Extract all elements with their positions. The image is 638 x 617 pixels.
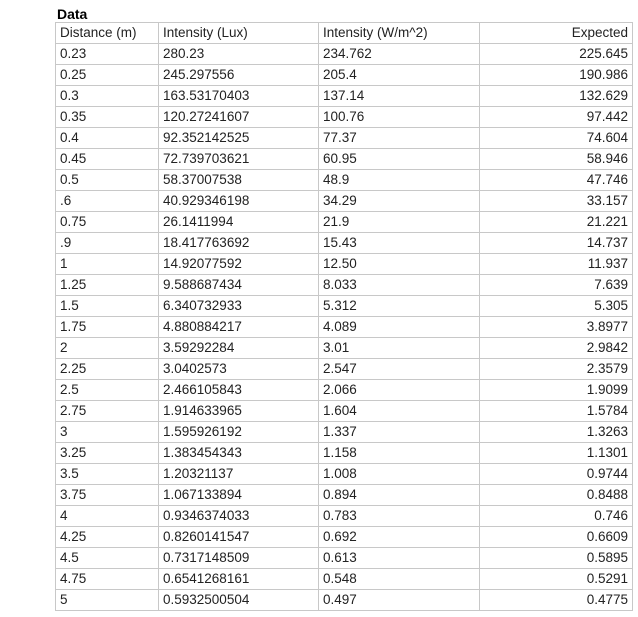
distance-cell[interactable]: 0.23 <box>56 44 159 65</box>
intensity-lux-cell[interactable]: 1.383454343 <box>159 443 319 464</box>
intensity-wm2-cell[interactable]: 1.604 <box>319 401 480 422</box>
distance-cell[interactable]: 2.25 <box>56 359 159 380</box>
intensity-wm2-cell[interactable]: 1.008 <box>319 464 480 485</box>
intensity-lux-cell[interactable]: 280.23 <box>159 44 319 65</box>
distance-cell[interactable]: 1 <box>56 254 159 275</box>
distance-cell[interactable]: 0.75 <box>56 212 159 233</box>
intensity-lux-cell[interactable]: 120.27241607 <box>159 107 319 128</box>
distance-cell[interactable]: .9 <box>56 233 159 254</box>
distance-cell[interactable]: 3.25 <box>56 443 159 464</box>
distance-cell[interactable]: 1.5 <box>56 296 159 317</box>
intensity-lux-cell[interactable]: 26.1411994 <box>159 212 319 233</box>
expected-cell[interactable]: 0.5895 <box>480 548 633 569</box>
distance-cell[interactable]: 3.5 <box>56 464 159 485</box>
intensity-wm2-cell[interactable]: 3.01 <box>319 338 480 359</box>
table-row <box>56 86 633 107</box>
table-row <box>56 296 633 317</box>
header-cell-intensity-lux[interactable]: Intensity (Lux) <box>159 23 319 44</box>
expected-cell[interactable]: 21.221 <box>480 212 633 233</box>
expected-cell[interactable]: 132.629 <box>480 86 633 107</box>
intensity-wm2-cell[interactable]: 21.9 <box>319 212 480 233</box>
intensity-lux-cell[interactable]: 1.067133894 <box>159 485 319 506</box>
intensity-wm2-cell[interactable]: 8.033 <box>319 275 480 296</box>
table-row <box>56 380 633 401</box>
intensity-wm2-cell[interactable]: 0.548 <box>319 569 480 590</box>
intensity-wm2-cell[interactable]: 15.43 <box>319 233 480 254</box>
intensity-wm2-cell[interactable]: 34.29 <box>319 191 480 212</box>
expected-cell[interactable]: 0.746 <box>480 506 633 527</box>
expected-cell[interactable]: 1.1301 <box>480 443 633 464</box>
distance-cell[interactable]: 4.5 <box>56 548 159 569</box>
expected-cell[interactable]: 33.157 <box>480 191 633 212</box>
intensity-wm2-cell[interactable]: 4.089 <box>319 317 480 338</box>
distance-cell[interactable]: 0.35 <box>56 107 159 128</box>
expected-cell[interactable]: 1.3263 <box>480 422 633 443</box>
distance-cell[interactable]: 4.75 <box>56 569 159 590</box>
expected-cell[interactable]: 11.937 <box>480 254 633 275</box>
intensity-lux-cell[interactable]: 14.92077592 <box>159 254 319 275</box>
intensity-lux-cell[interactable]: 0.8260141547 <box>159 527 319 548</box>
table-row <box>56 65 633 86</box>
expected-cell[interactable]: 97.442 <box>480 107 633 128</box>
intensity-lux-cell[interactable]: 2.466105843 <box>159 380 319 401</box>
expected-cell[interactable]: 1.9099 <box>480 380 633 401</box>
table-row <box>56 170 633 191</box>
intensity-wm2-cell[interactable]: 1.158 <box>319 443 480 464</box>
intensity-wm2-cell[interactable]: 0.497 <box>319 590 480 611</box>
distance-cell[interactable]: 5 <box>56 590 159 611</box>
intensity-wm2-cell[interactable]: 234.762 <box>319 44 480 65</box>
table-row <box>56 590 633 611</box>
table-row <box>56 275 633 296</box>
table-row <box>56 506 633 527</box>
table-row <box>56 527 633 548</box>
intensity-wm2-cell[interactable]: 2.547 <box>319 359 480 380</box>
intensity-lux-cell[interactable]: 0.7317148509 <box>159 548 319 569</box>
table-row <box>56 254 633 275</box>
intensity-lux-cell[interactable]: 245.297556 <box>159 65 319 86</box>
intensity-wm2-cell[interactable]: 205.4 <box>319 65 480 86</box>
table-row <box>56 485 633 506</box>
table-row <box>56 359 633 380</box>
table-row <box>56 191 633 212</box>
table-row <box>56 548 633 569</box>
table-row <box>56 212 633 233</box>
expected-cell[interactable]: 0.4775 <box>480 590 633 611</box>
intensity-lux-cell[interactable]: 92.352142525 <box>159 128 319 149</box>
intensity-lux-cell[interactable]: 40.929346198 <box>159 191 319 212</box>
distance-cell[interactable]: .6 <box>56 191 159 212</box>
intensity-wm2-cell[interactable]: 137.14 <box>319 86 480 107</box>
expected-cell[interactable]: 0.9744 <box>480 464 633 485</box>
intensity-wm2-cell[interactable]: 77.37 <box>319 128 480 149</box>
table-row <box>56 338 633 359</box>
table-row <box>56 149 633 170</box>
intensity-wm2-cell[interactable]: 12.50 <box>319 254 480 275</box>
intensity-lux-cell[interactable]: 3.59292284 <box>159 338 319 359</box>
data-table <box>55 22 633 611</box>
intensity-lux-cell[interactable]: 72.739703621 <box>159 149 319 170</box>
intensity-wm2-cell[interactable]: 0.783 <box>319 506 480 527</box>
table-row <box>56 569 633 590</box>
intensity-lux-cell[interactable]: 1.914633965 <box>159 401 319 422</box>
intensity-lux-cell[interactable]: 1.20321137 <box>159 464 319 485</box>
expected-cell[interactable]: 0.6609 <box>480 527 633 548</box>
expected-cell[interactable]: 58.946 <box>480 149 633 170</box>
intensity-lux-cell[interactable]: 18.417763692 <box>159 233 319 254</box>
intensity-lux-cell[interactable]: 6.340732933 <box>159 296 319 317</box>
table-row <box>56 44 633 65</box>
intensity-wm2-cell[interactable]: 100.76 <box>319 107 480 128</box>
intensity-wm2-cell[interactable]: 2.066 <box>319 380 480 401</box>
expected-cell[interactable]: 0.5291 <box>480 569 633 590</box>
distance-cell[interactable]: 2.5 <box>56 380 159 401</box>
intensity-lux-cell[interactable]: 0.5932500504 <box>159 590 319 611</box>
intensity-lux-cell[interactable]: 163.53170403 <box>159 86 319 107</box>
table-row <box>56 443 633 464</box>
sheet-title: Data <box>57 6 88 22</box>
expected-cell[interactable]: 2.9842 <box>480 338 633 359</box>
intensity-wm2-cell[interactable]: 48.9 <box>319 170 480 191</box>
table-row <box>56 107 633 128</box>
expected-cell[interactable]: 3.8977 <box>480 317 633 338</box>
expected-cell[interactable]: 225.645 <box>480 44 633 65</box>
distance-cell[interactable]: 3.75 <box>56 485 159 506</box>
distance-cell[interactable]: 3 <box>56 422 159 443</box>
intensity-lux-cell[interactable]: 58.37007538 <box>159 170 319 191</box>
intensity-wm2-cell[interactable]: 0.613 <box>319 548 480 569</box>
distance-cell[interactable]: 1.25 <box>56 275 159 296</box>
expected-cell[interactable]: 74.604 <box>480 128 633 149</box>
intensity-wm2-cell[interactable]: 0.692 <box>319 527 480 548</box>
expected-cell[interactable]: 7.639 <box>480 275 633 296</box>
distance-cell[interactable]: 0.3 <box>56 86 159 107</box>
distance-cell[interactable]: 2 <box>56 338 159 359</box>
intensity-wm2-cell[interactable]: 1.337 <box>319 422 480 443</box>
distance-cell[interactable]: 1.75 <box>56 317 159 338</box>
table-row <box>56 464 633 485</box>
intensity-lux-cell[interactable]: 0.9346374033 <box>159 506 319 527</box>
distance-cell[interactable]: 0.25 <box>56 65 159 86</box>
table-row <box>56 128 633 149</box>
expected-cell[interactable]: 14.737 <box>480 233 633 254</box>
intensity-wm2-cell[interactable]: 60.95 <box>319 149 480 170</box>
distance-cell[interactable]: 0.45 <box>56 149 159 170</box>
table-row <box>56 317 633 338</box>
distance-cell[interactable]: 0.5 <box>56 170 159 191</box>
intensity-lux-cell[interactable]: 4.880884217 <box>159 317 319 338</box>
header-cell-distance[interactable]: Distance (m) <box>56 23 159 44</box>
expected-cell[interactable]: 0.8488 <box>480 485 633 506</box>
distance-cell[interactable]: 2.75 <box>56 401 159 422</box>
intensity-wm2-cell[interactable]: 5.312 <box>319 296 480 317</box>
expected-cell[interactable]: 5.305 <box>480 296 633 317</box>
expected-cell[interactable]: 190.986 <box>480 65 633 86</box>
header-cell-expected[interactable]: Expected <box>480 23 633 44</box>
intensity-lux-cell[interactable]: 1.595926192 <box>159 422 319 443</box>
header-cell-intensity-wm2[interactable]: Intensity (W/m^2) <box>319 23 480 44</box>
table-row <box>56 233 633 254</box>
distance-cell[interactable]: 4.25 <box>56 527 159 548</box>
expected-cell[interactable]: 1.5784 <box>480 401 633 422</box>
header-row <box>56 23 633 44</box>
intensity-lux-cell[interactable]: 3.0402573 <box>159 359 319 380</box>
distance-cell[interactable]: 0.4 <box>56 128 159 149</box>
table-row <box>56 422 633 443</box>
expected-cell[interactable]: 2.3579 <box>480 359 633 380</box>
intensity-lux-cell[interactable]: 9.588687434 <box>159 275 319 296</box>
distance-cell[interactable]: 4 <box>56 506 159 527</box>
intensity-lux-cell[interactable]: 0.6541268161 <box>159 569 319 590</box>
table-row <box>56 401 633 422</box>
intensity-wm2-cell[interactable]: 0.894 <box>319 485 480 506</box>
expected-cell[interactable]: 47.746 <box>480 170 633 191</box>
